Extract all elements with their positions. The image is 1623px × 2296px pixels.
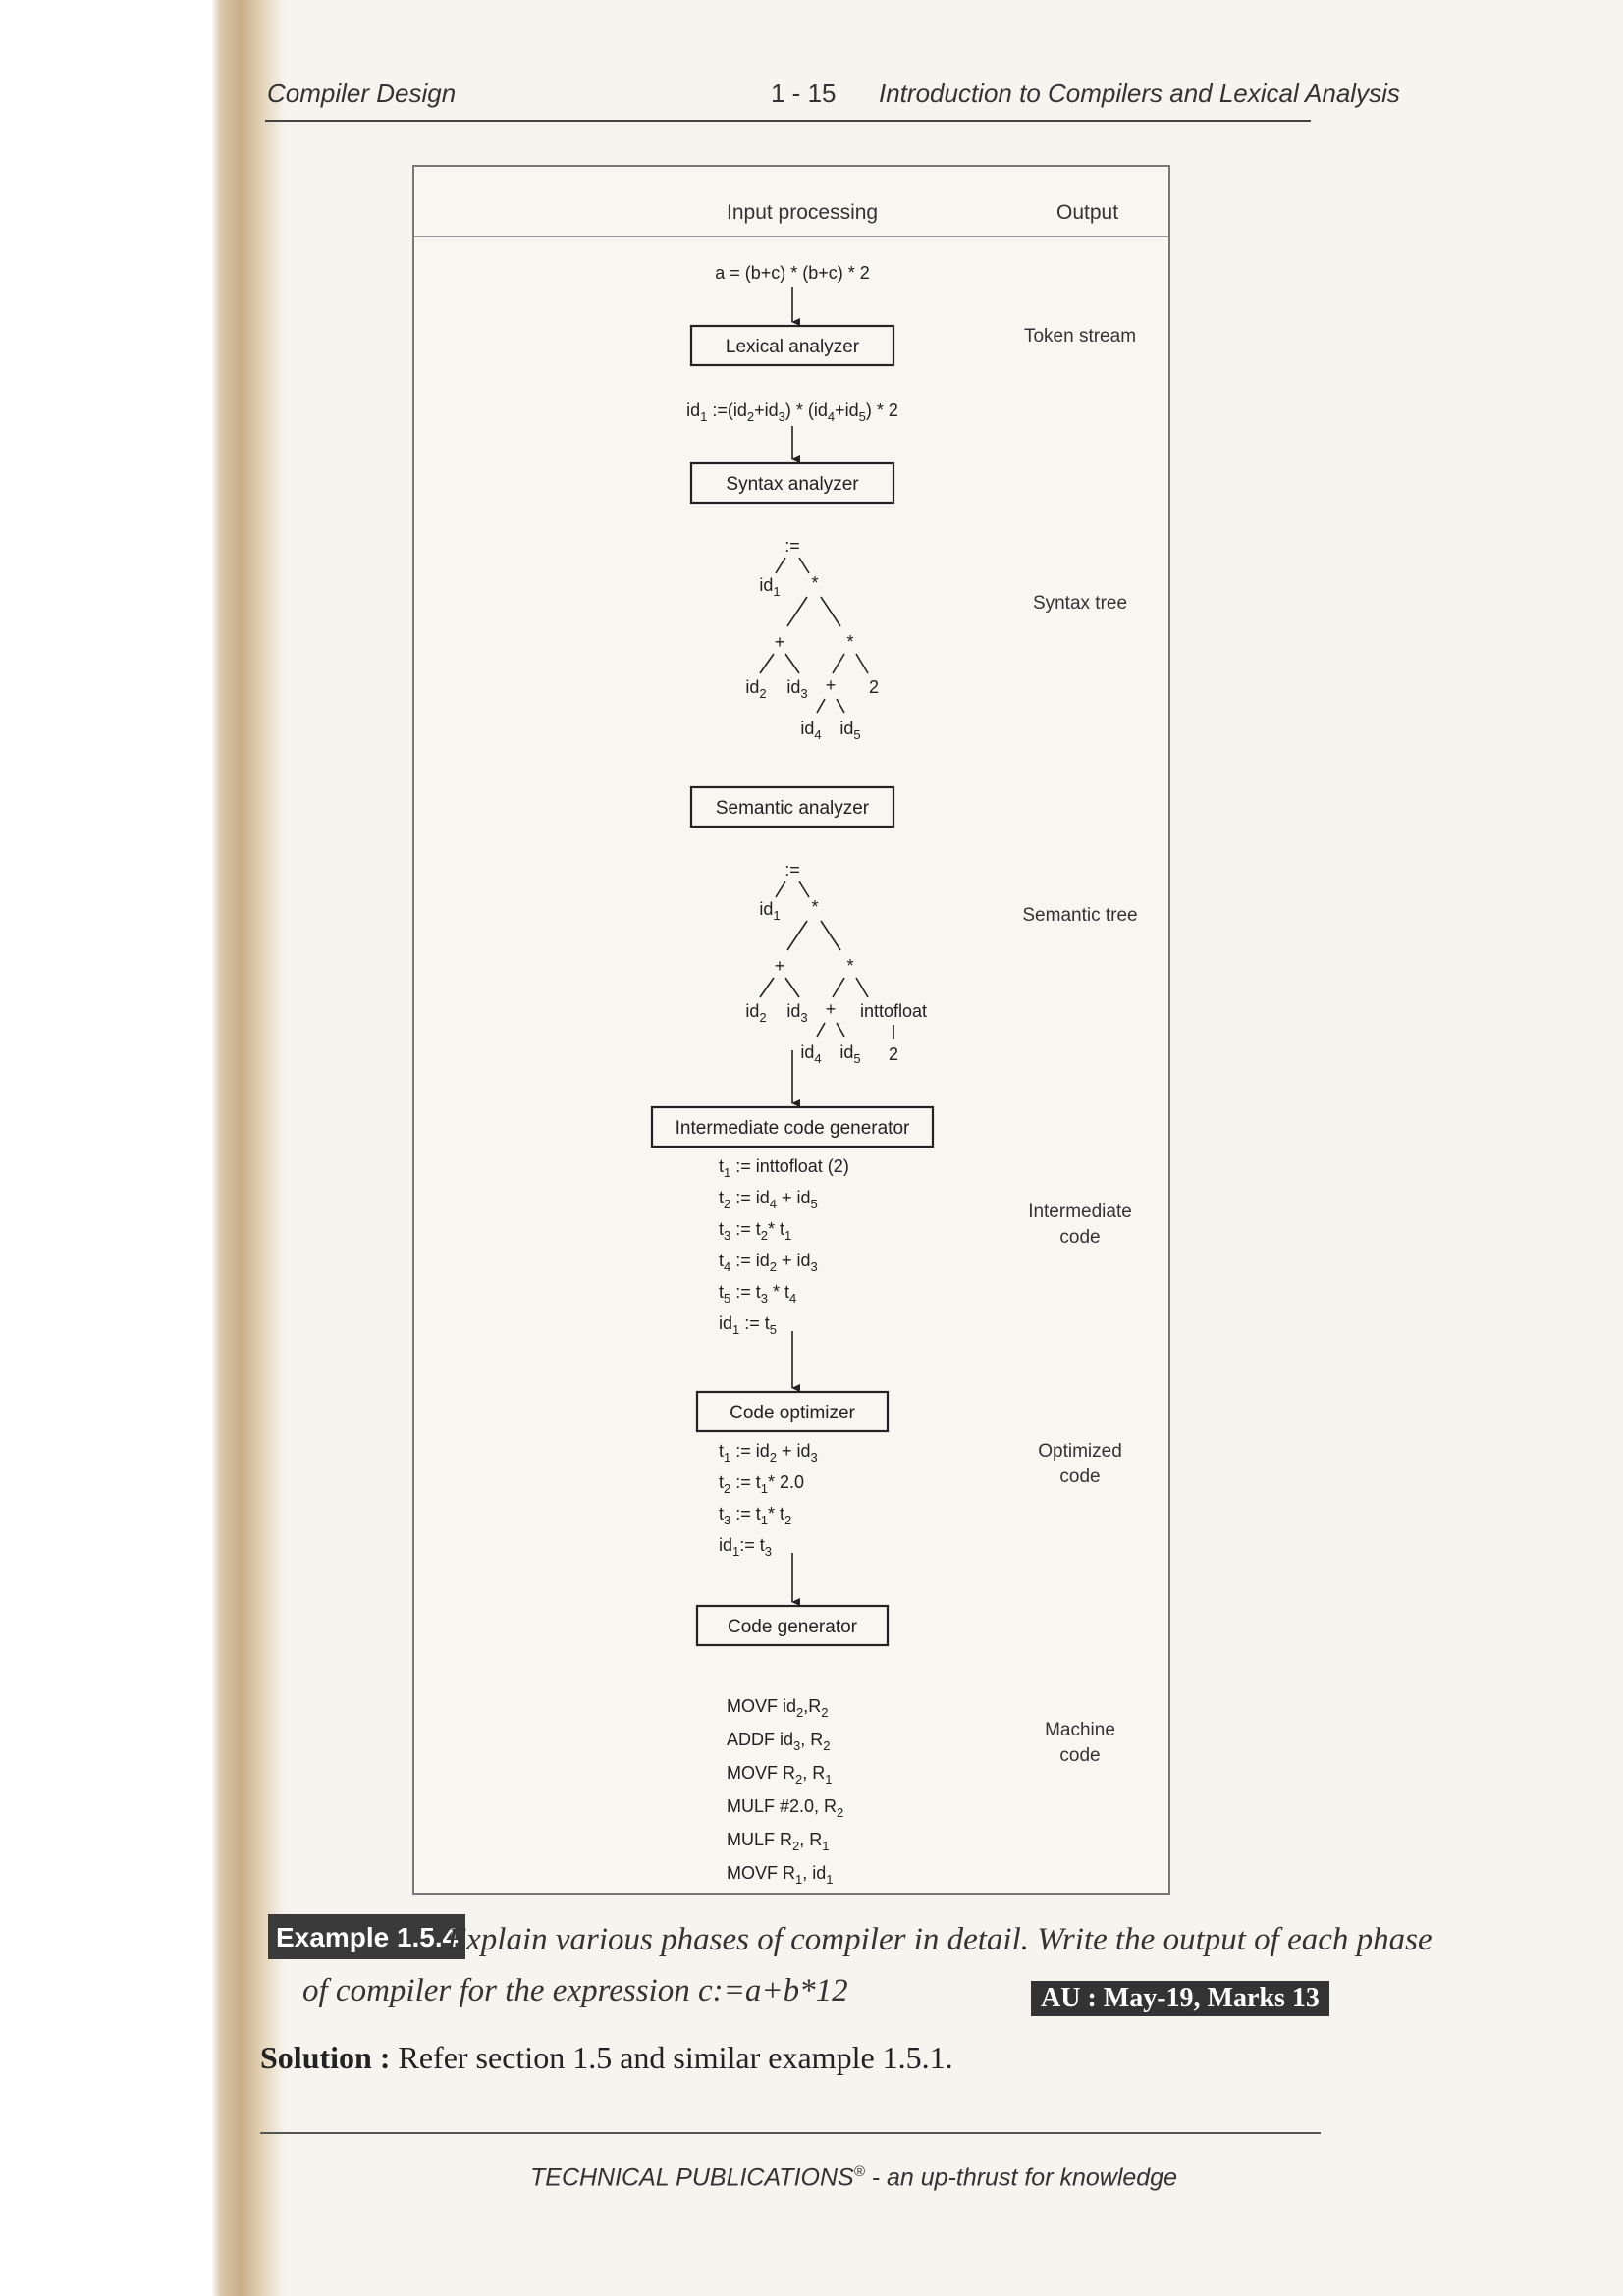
tree-id2-node: $id_2$ <box>745 677 767 701</box>
column-output: Output <box>1056 201 1119 224</box>
mc-line-1: MOVF $id_2,R_2$ <box>727 1696 829 1720</box>
intermediate-generator-label: Intermediate code generator <box>675 1118 910 1139</box>
intermediate-code-listing <box>719 1156 849 1337</box>
semantic-tree <box>745 860 927 1066</box>
tree-edge <box>821 597 840 626</box>
tree-two-node: 2 <box>868 677 880 697</box>
tree-id5-node: $id_5$ <box>839 719 861 742</box>
phases-diagram <box>414 167 1168 1893</box>
mc-line-5: MULF $R_2$, $R_1$ <box>727 1830 830 1853</box>
ic-line-3: $t_3$ := $t_2*$ $t_1$ <box>719 1219 792 1243</box>
output-optimized-line1: Optimized <box>1038 1441 1122 1462</box>
footer-tagline: - an up-thrust for knowledge <box>864 2163 1177 2192</box>
tree-mul-node: * <box>811 573 819 593</box>
output-optimized-line2: code <box>1059 1467 1101 1487</box>
au-exam-tag: AU : May-19, Marks 13 <box>1031 1981 1329 2016</box>
compiler-phases-figure <box>412 165 1170 1895</box>
footer <box>530 2163 1177 2192</box>
tree-edge <box>776 558 785 573</box>
tree-edge <box>799 558 809 573</box>
book-spine-shadow <box>0 0 285 2296</box>
tree-edge <box>817 699 825 713</box>
sem-tree-id1-node: $id_1$ <box>759 899 781 923</box>
output-machine-line2: code <box>1059 1745 1101 1766</box>
sem-tree-mul-node: * <box>811 897 819 917</box>
solution-label: Solution : <box>260 2040 391 2075</box>
tree-id4-node: $id_4$ <box>800 719 822 742</box>
tree-edge <box>833 978 844 997</box>
tree-edge <box>799 881 809 897</box>
tree-edge <box>760 978 774 997</box>
output-intermediate-line2: code <box>1059 1227 1101 1248</box>
tree-edge <box>776 881 785 897</box>
machine-code-listing <box>727 1696 843 1887</box>
mc-line-4: MULF #2.0, $R_2$ <box>727 1796 844 1820</box>
tree-edge <box>833 654 844 673</box>
ic-line-2: $t_2$ := $id_4 + id_5$ <box>719 1188 818 1211</box>
oc-line-3: $t_3$ := $t_1*$ $t_2$ <box>719 1504 792 1527</box>
input-expression: a = (b+c) * (b+c) * 2 <box>715 263 870 283</box>
example-question-line1: Explain various phases of compiler in detail. Write the output of each phase <box>447 1922 1433 1957</box>
syntax-analyzer-label: Syntax analyzer <box>726 474 859 495</box>
tree-edge <box>785 654 799 673</box>
token-expression: $id_1$ $:=(id_2+id_3) * (id_4+id_5) * 2$ <box>686 400 898 424</box>
syntax-tree <box>745 536 879 742</box>
tree-edge <box>760 654 774 673</box>
output-machine-line1: Machine <box>1045 1720 1115 1740</box>
example-question-line2: of compiler for the expression c:=a+b*12 <box>302 1973 848 2008</box>
sem-tree-plus-node: + <box>774 956 785 976</box>
tree-mul-node-2: * <box>846 632 854 652</box>
output-semantic-tree: Semantic tree <box>1022 905 1138 926</box>
tree-edge <box>787 597 807 626</box>
output-token-stream: Token stream <box>1023 326 1137 347</box>
tree-plus-node: + <box>774 632 785 652</box>
oc-line-2: $t_2$ := $t_1*$ 2.0 <box>719 1472 805 1496</box>
tree-edge <box>837 1023 844 1037</box>
tree-id1-node: $id_1$ <box>759 575 781 599</box>
header-page-number: 1 - 15 <box>771 79 837 108</box>
oc-line-4: $id_1:= t_3$ <box>719 1535 772 1559</box>
mc-line-6: MOVF $R_1$, $id_1$ <box>727 1863 834 1887</box>
sem-tree-id4-node: $id_4$ <box>800 1042 822 1066</box>
footer-publisher: TECHNICAL PUBLICATIONS <box>530 2163 854 2192</box>
ic-line-5: $t_5$ := $t_3 * t_4$ <box>719 1282 797 1306</box>
optimized-code-listing <box>719 1441 818 1559</box>
tree-edge <box>856 978 868 997</box>
semantic-analyzer-label: Semantic analyzer <box>715 798 870 819</box>
solution-paragraph <box>260 2040 953 2076</box>
example-badge: Example 1.5.4 <box>268 1914 465 1959</box>
mc-line-3: MOVF $R_2$, $R_1$ <box>727 1763 833 1787</box>
ic-line-1: $t_1$ := inttofloat (2) <box>719 1156 849 1180</box>
sem-tree-id5-node: $id_5$ <box>839 1042 861 1066</box>
sem-tree-assign-node: := <box>784 860 800 880</box>
sem-tree-two-node: 2 <box>888 1044 899 1064</box>
ic-line-4: $t_4$ := $id_2 + id_3$ <box>719 1251 818 1274</box>
sem-tree-mul-node-2: * <box>846 956 854 976</box>
sem-tree-inttofloat-node: inttofloat <box>859 1001 928 1021</box>
header-chapter-title: Introduction to Compilers and Lexical Analysis <box>879 79 1400 108</box>
tree-plus-node-2: + <box>825 675 837 695</box>
code-generator-label: Code generator <box>727 1617 858 1637</box>
solution-text: Refer section 1.5 and similar example 1.5.1. <box>398 2040 953 2075</box>
tree-edge <box>821 921 840 950</box>
output-intermediate-line1: Intermediate <box>1028 1201 1132 1222</box>
lexical-analyzer-label: Lexical analyzer <box>725 337 860 357</box>
sem-tree-plus-node-2: + <box>825 999 837 1019</box>
output-syntax-tree: Syntax tree <box>1032 593 1128 614</box>
tree-edge <box>787 921 807 950</box>
mc-line-2: ADDF $id_3$, $R_2$ <box>727 1730 831 1753</box>
tree-assign-node: := <box>784 536 800 556</box>
tree-edge <box>856 654 868 673</box>
header-rule <box>265 120 1311 122</box>
header-book-title: Compiler Design <box>267 79 457 108</box>
tree-edge <box>785 978 799 997</box>
registered-mark: ® <box>853 2163 865 2180</box>
sem-tree-id3-node: $id_3$ <box>786 1001 808 1025</box>
oc-line-1: $t_1$ := $id_2 + id_3$ <box>719 1441 818 1465</box>
column-input-processing: Input processing <box>727 201 879 224</box>
tree-edge <box>817 1023 825 1037</box>
code-optimizer-label: Code optimizer <box>730 1403 855 1423</box>
footer-rule <box>260 2132 1321 2134</box>
tree-id3-node: $id_3$ <box>786 677 808 701</box>
sem-tree-id2-node: $id_2$ <box>745 1001 767 1025</box>
ic-line-6: $id_1$ := $t_5$ <box>719 1313 777 1337</box>
tree-edge <box>837 699 844 713</box>
